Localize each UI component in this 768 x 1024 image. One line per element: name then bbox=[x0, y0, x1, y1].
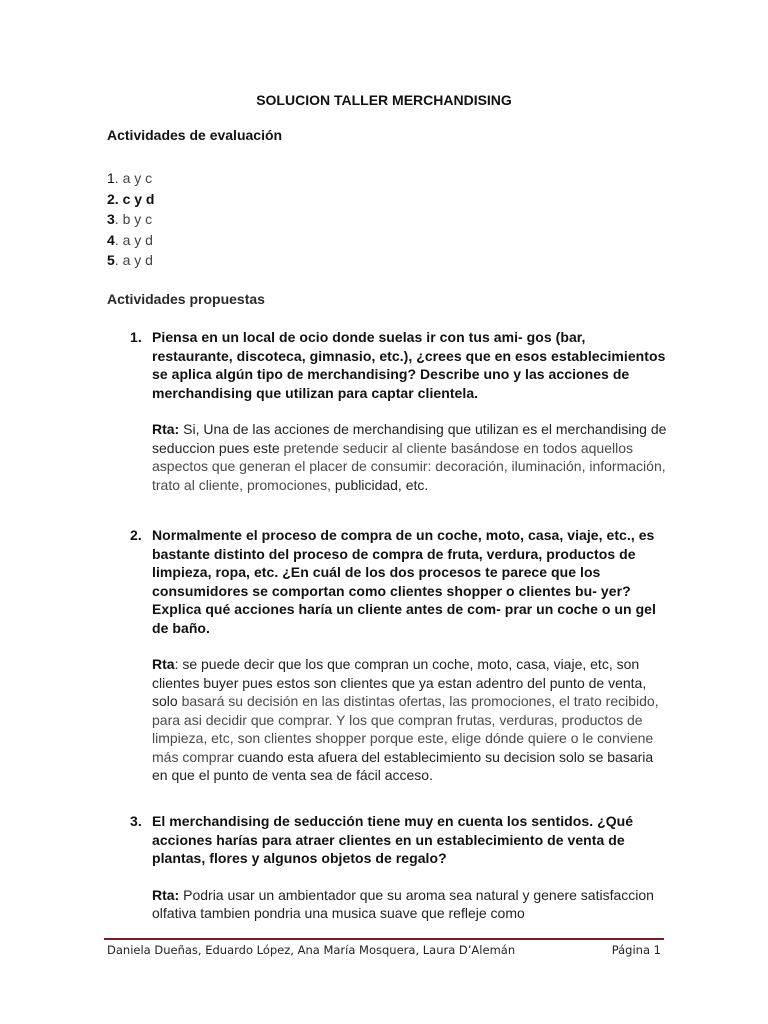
question-answer bbox=[130, 655, 670, 785]
evaluation-answers-list bbox=[107, 168, 154, 271]
answer-item bbox=[107, 209, 154, 230]
answer-item bbox=[107, 189, 154, 210]
answer-text: . a y d bbox=[114, 252, 153, 268]
question-block bbox=[130, 812, 670, 923]
answer-part: publicidad, etc. bbox=[330, 476, 429, 493]
page-footer bbox=[107, 943, 661, 957]
answer-part: Si, Una de las acciones de merchandising que utilizan es el merchandising de seduccion pues este bbox=[152, 421, 667, 456]
answer-text: . a y d bbox=[114, 231, 153, 248]
answer-text: . a y c bbox=[114, 170, 153, 186]
question-text: El merchandising de seducción tiene muy en cuenta los sentidos. ¿Qué acciones harías para atraer clientes en un establecimiento de venta de plantas, flores y algunos objetos de regalo? bbox=[152, 813, 634, 866]
question-block bbox=[130, 526, 670, 785]
answer-item bbox=[107, 250, 154, 271]
rta-label: Rta: bbox=[152, 421, 180, 437]
question-answer bbox=[130, 886, 670, 923]
question-number: 1. bbox=[130, 329, 142, 345]
rta-label: Rta: bbox=[152, 886, 180, 903]
answer-text: . c y d bbox=[114, 190, 155, 207]
rta-label: Rta bbox=[152, 656, 175, 672]
question-number: 2. bbox=[130, 527, 142, 543]
question-text: Normalmente el proceso de compra de un coche, moto, casa, viaje, etc., es bastante distinto del proceso de compra de fruta, verdura, productos de limpieza, ropa, etc. ¿En cuál de los dos procesos te parece que los consumidores se comportan como clientes shopper o clientes bu- yer? Explica qué acciones haría un cliente antes de com- prar un coche o un gel de baño. bbox=[152, 527, 656, 636]
proposed-heading: Actividades propuestas bbox=[107, 291, 265, 307]
footer-page-number: Página 1 bbox=[611, 943, 661, 957]
answer-number: 5 bbox=[107, 252, 115, 268]
question-text: Piensa en un local de ocio donde suelas ir con tus ami- gos (bar, restaurante, discoteca, gimnasio, etc.), ¿crees que en esos establecimientos se aplica algún tipo de merchandising? Describe uno y las acciones de merchandising que utilizan para captar clientela. bbox=[152, 329, 666, 401]
question-answer bbox=[130, 420, 670, 494]
answer-number: 1 bbox=[107, 170, 115, 186]
answer-number: 4 bbox=[107, 231, 115, 248]
answer-item bbox=[107, 168, 154, 189]
answer-item bbox=[107, 230, 154, 251]
document-title: SOLUCION TALLER MERCHANDISING bbox=[256, 92, 512, 108]
question-number: 3. bbox=[130, 813, 142, 829]
answer-part: pretende seducir al cliente basándose en todos aquellos aspectos que generan el placer de consumir: decoración, iluminación, información, trato al cliente, promociones, bbox=[152, 439, 666, 493]
answer-part: Podria usar un ambientador que su aroma sea natural y genere satisfaccion olfativa tambien pondria una musica suave que refleje como bbox=[152, 886, 654, 921]
footer-authors: Daniela Dueñas, Eduardo López, Ana María Mosquera, Laura D’Alemán bbox=[107, 943, 516, 957]
evaluation-heading: Actividades de evaluación bbox=[107, 127, 283, 143]
answer-text: . b y c bbox=[114, 211, 153, 227]
answer-part: : se puede decir que los que compran un coche, moto, casa, viaje, etc, son clientes buyer pues estos son clientes que ya estan adentro del punto de venta, solo bbox=[152, 656, 647, 709]
answer-number: 2 bbox=[107, 190, 115, 207]
footer-divider bbox=[104, 938, 664, 940]
answer-number: 3 bbox=[107, 211, 115, 227]
question-block bbox=[130, 328, 670, 494]
answer-part: cuando esta afuera del establecimiento su decision solo se basaria en que el punto de venta sea de fácil acceso. bbox=[152, 748, 654, 783]
answer-part: basará su decisión en las distintas ofertas, las promociones, el trato recibido, para asi decidir que comprar. Y los que compran frutas, verduras, productos de limpieza, etc, son clientes shopper porque este, elige dónde quiere o le conviene más comprar bbox=[152, 693, 659, 765]
